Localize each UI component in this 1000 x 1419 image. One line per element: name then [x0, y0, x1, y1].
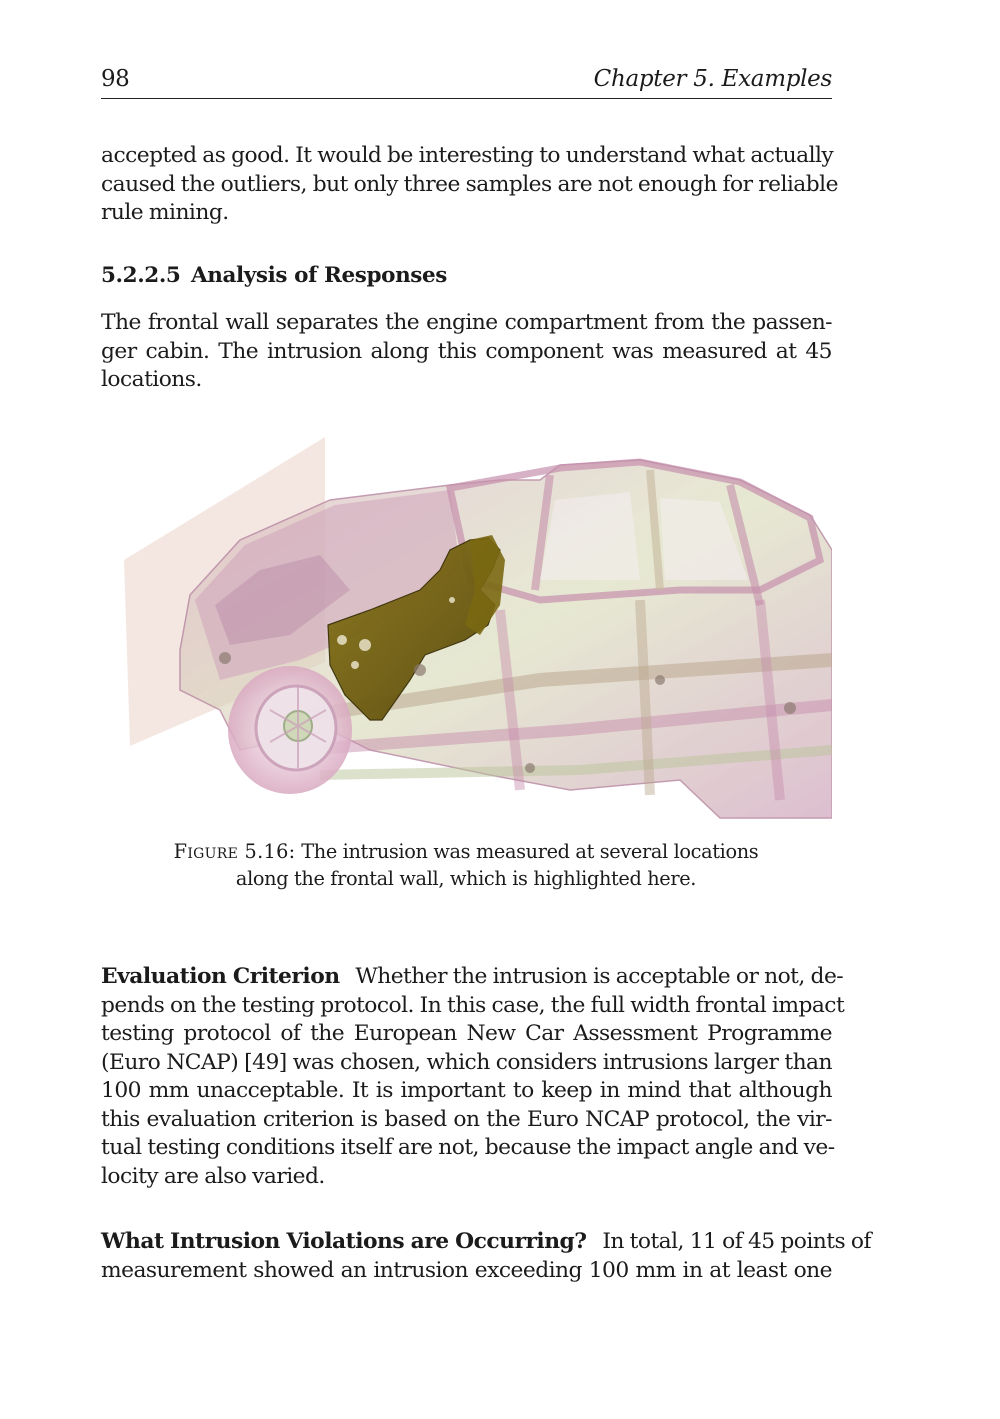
text-fragment: Whether the intrusion is acceptable or not, de-	[355, 964, 844, 989]
text-fragment: In total, 11 of 45 points of	[602, 1229, 871, 1254]
text-line: (Euro NCAP) [49] was chosen, which considers intrusions larger than	[101, 1049, 832, 1075]
figure-caption	[160, 839, 772, 892]
text-line: measurement showed an intrusion exceeding 100 mm in at least one	[101, 1257, 832, 1283]
text-line: The frontal wall separates the engine compartment from the passen-	[101, 310, 832, 335]
text-line: ger cabin. The intrusion along this component was measured at 45	[101, 338, 832, 364]
text-line: this evaluation criterion is based on the Euro NCAP protocol, the vir-	[101, 1106, 832, 1132]
violations-paragraph	[101, 1228, 871, 1285]
text-line: accepted as good. It would be interesting to understand what actually	[101, 143, 834, 168]
running-head: Chapter 5. Examples	[593, 66, 832, 92]
figure-label: Figure 5.16:	[173, 840, 296, 863]
section-title: Analysis of Responses	[191, 263, 447, 288]
section-heading	[101, 263, 447, 288]
text-line: 100 mm unacceptable. It is important to keep in mind that although	[101, 1078, 832, 1103]
caption-text-line1: The intrusion was measured at several locations	[301, 840, 759, 863]
figure-car-model	[120, 430, 832, 820]
section-number: 5.2.2.5	[101, 263, 181, 288]
text-line	[101, 1228, 871, 1257]
text-line: caused the outliers, but only three samples are not enough for reliable	[101, 171, 838, 197]
text-line: rule mining.	[101, 200, 229, 225]
text-line: locations.	[101, 367, 202, 392]
evaluation-paragraph	[101, 963, 845, 1191]
text-line: pends on the testing protocol. In this case, the full width frontal impact	[101, 992, 845, 1018]
text-line	[101, 963, 844, 992]
run-in-heading: What Intrusion Violations are Occurring?	[101, 1229, 587, 1254]
car-illustration	[120, 430, 832, 820]
page-header	[101, 62, 832, 99]
caption-text-line2: along the frontal wall, which is highlighted here.	[235, 866, 697, 890]
side-window-front	[540, 492, 640, 580]
intro-paragraph	[101, 142, 838, 228]
page-number: 98	[101, 66, 130, 92]
text-line: locity are also varied.	[101, 1163, 325, 1189]
frontal-wall-paragraph	[101, 309, 832, 395]
text-line: testing protocol of the European New Car Assessment Programme	[101, 1021, 832, 1046]
run-in-heading: Evaluation Criterion	[101, 964, 340, 989]
front-wheel	[228, 666, 352, 794]
text-line: tual testing conditions itself are not, because the impact angle and ve-	[101, 1135, 835, 1160]
